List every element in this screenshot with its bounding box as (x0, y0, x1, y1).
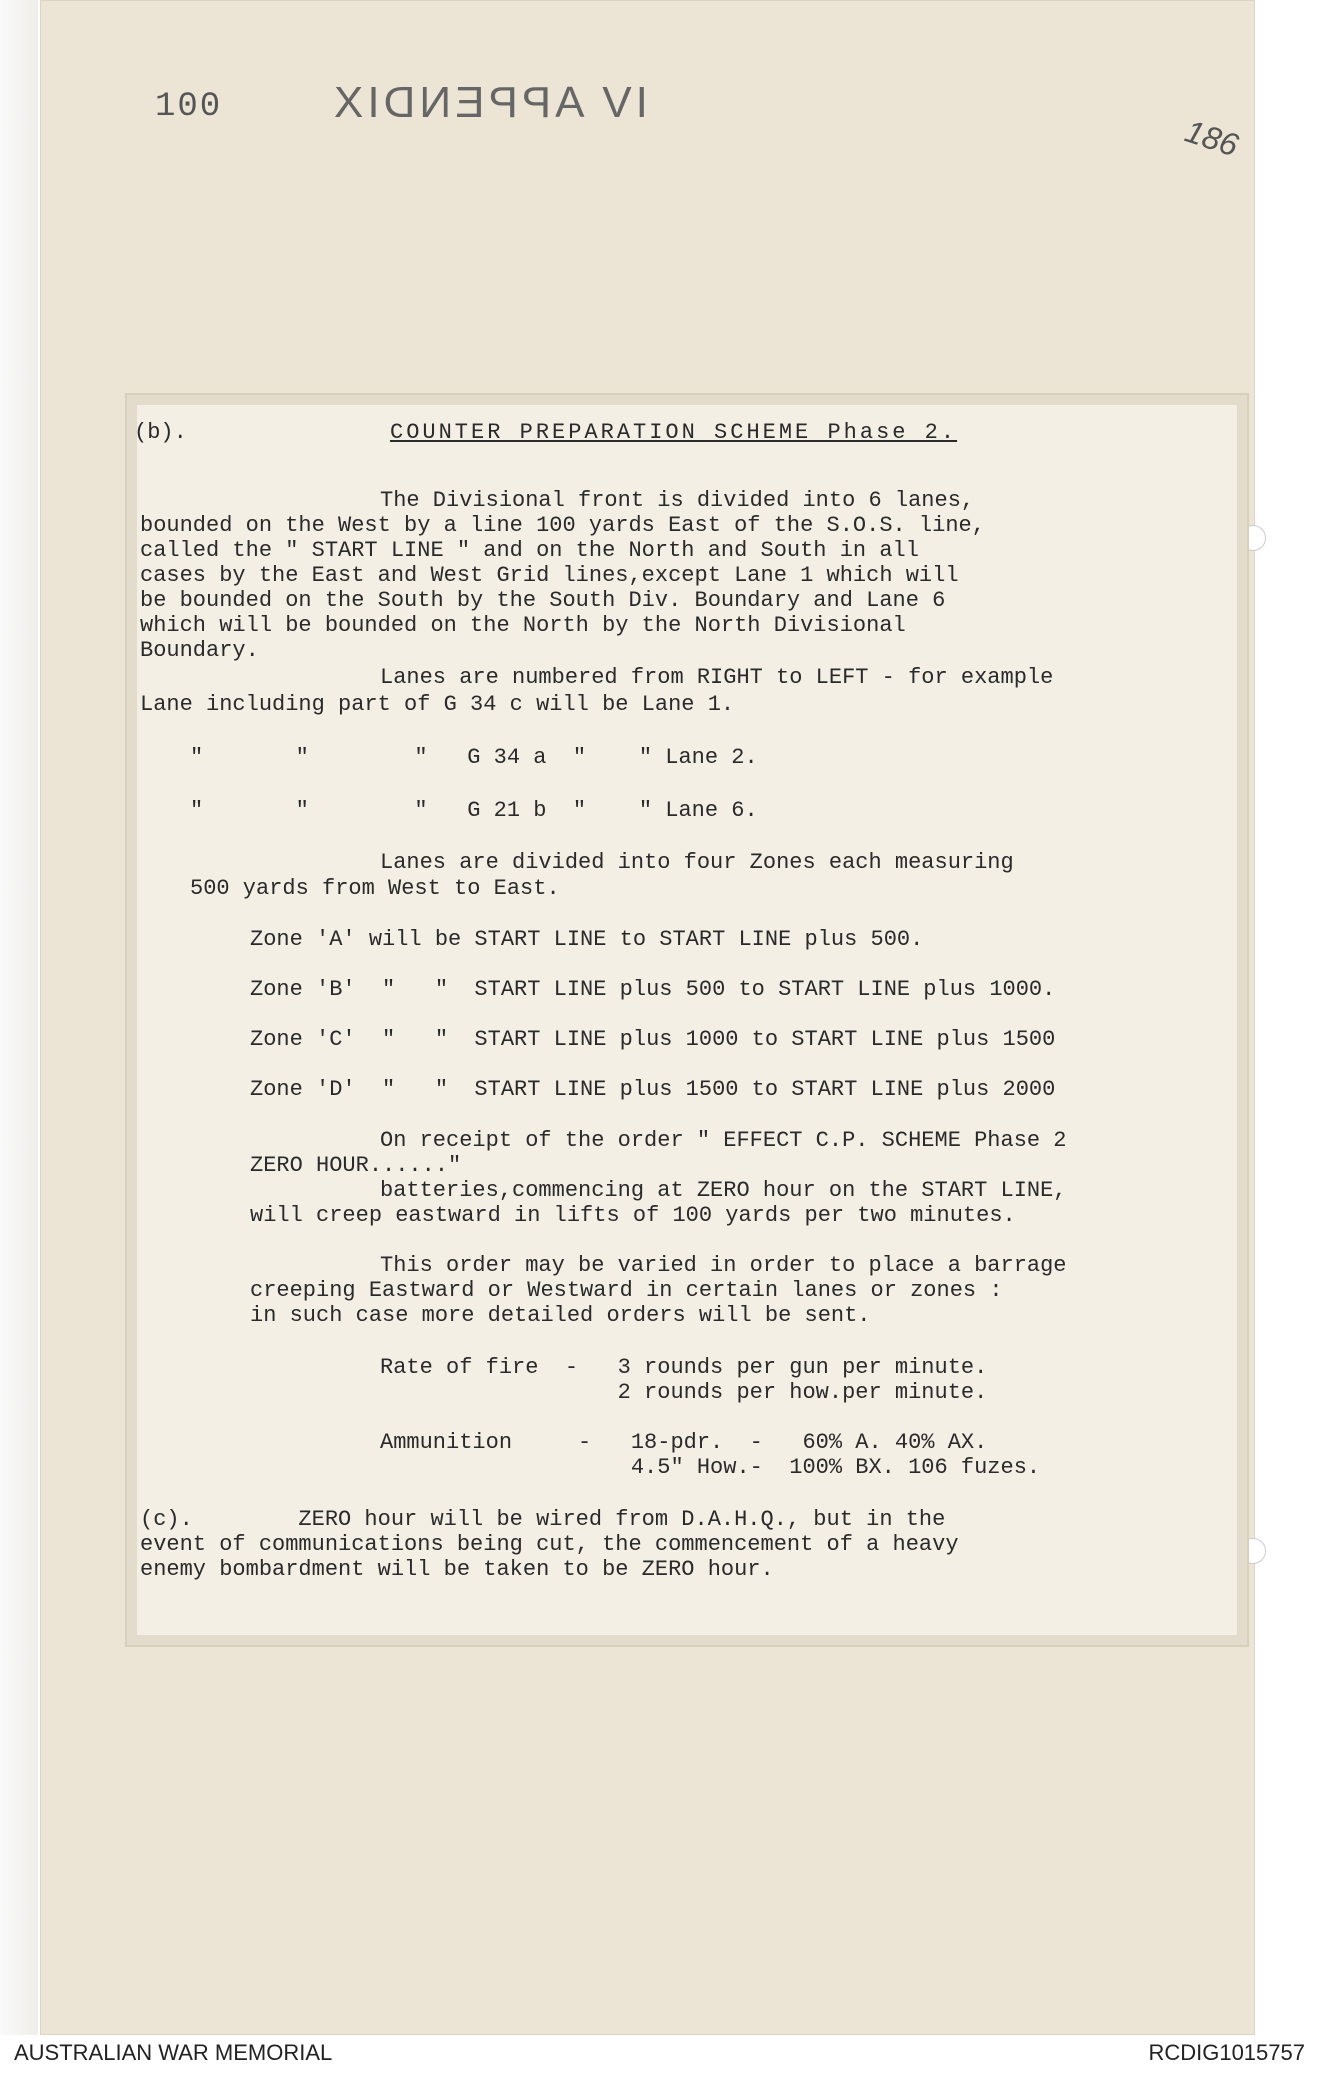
document-heading: COUNTER PREPARATION SCHEME Phase 2. (390, 420, 958, 445)
section-label: (b). (134, 420, 187, 445)
text-line: which will be bounded on the North by the North Divisional (140, 613, 906, 638)
text-line: Lane including part of G 34 c will be Lane 1. (140, 692, 735, 717)
text-line: " " " G 21 b " " Lane 6. (190, 798, 758, 823)
pasted-typescript (127, 395, 1247, 1645)
text-line: Lanes are numbered from RIGHT to LEFT - for example (380, 665, 1054, 690)
zone-line: Zone 'C' " " START LINE plus 1000 to START LINE plus 1500 (250, 1027, 1056, 1052)
footer-credit: AUSTRALIAN WAR MEMORIAL (14, 2040, 333, 2065)
text-line: event of communications being cut, the commencement of a heavy (140, 1532, 959, 1557)
text-line: called the " START LINE " and on the North and South in all (140, 538, 919, 563)
text-line: creeping Eastward or Westward in certain lanes or zones : (250, 1278, 1003, 1303)
text-line: This order may be varied in order to place a barrage (380, 1253, 1067, 1278)
ammunition-line: Ammunition - 18-pdr. - 60% A. 40% AX. (380, 1430, 988, 1455)
text-line: The Divisional front is divided into 6 lanes, (380, 488, 975, 513)
ammunition-line: 4.5" How.- 100% BX. 106 fuzes. (380, 1455, 1041, 1480)
text-line: Boundary. (140, 638, 259, 663)
text-line: (c). ZERO hour will be wired from D.A.H.Q., but in the (140, 1507, 946, 1532)
text-line: will creep eastward in lifts of 100 yards per two minutes. (250, 1203, 1016, 1228)
text-line: batteries,commencing at ZERO hour on the START LINE, (380, 1178, 1067, 1203)
text-line: be bounded on the South by the South Div. Boundary and Lane 6 (140, 588, 946, 613)
text-line: Lanes are divided into four Zones each measuring (380, 850, 1014, 875)
rate-of-fire-line: 2 rounds per how.per minute. (380, 1380, 988, 1405)
text-line: ZERO HOUR......" (250, 1153, 462, 1178)
rate-of-fire-line: Rate of fire - 3 rounds per gun per minute. (380, 1355, 988, 1380)
page-edge (0, 0, 38, 2035)
folio-number-right: 186 (1180, 112, 1243, 164)
appendix-stamp: IV APPENDIX (330, 78, 648, 127)
zone-line: Zone 'A' will be START LINE to START LINE plus 500. (250, 927, 924, 952)
text-line: " " " G 34 a " " Lane 2. (190, 745, 758, 770)
zone-line: Zone 'B' " " START LINE plus 500 to START LINE plus 1000. (250, 977, 1056, 1002)
text-line: cases by the East and West Grid lines,except Lane 1 which will (140, 563, 959, 588)
footer-record-id: RCDIG1015757 (1148, 2040, 1305, 2065)
text-line: enemy bombardment will be taken to be ZERO hour. (140, 1557, 774, 1582)
text-line: in such case more detailed orders will be sent. (250, 1303, 871, 1328)
folio-number-left: 100 (155, 88, 223, 126)
text-line: 500 yards from West to East. (190, 876, 560, 901)
text-line: bounded on the West by a line 100 yards East of the S.O.S. line, (140, 513, 985, 538)
text-line: On receipt of the order " EFFECT C.P. SCHEME Phase 2 (380, 1128, 1067, 1153)
zone-line: Zone 'D' " " START LINE plus 1500 to START LINE plus 2000 (250, 1077, 1056, 1102)
